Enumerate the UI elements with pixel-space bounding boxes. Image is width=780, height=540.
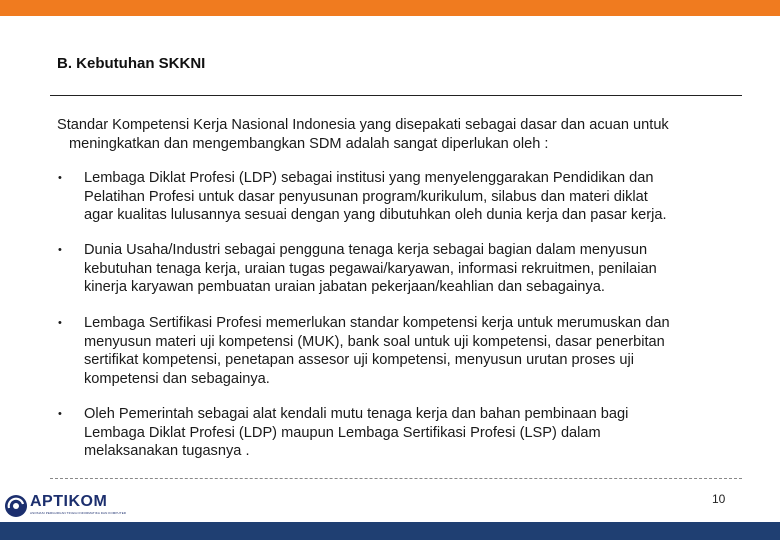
bullet-line: Oleh Pemerintah sebagai alat kendali mutu tenaga kerja dan bahan pembinaan bagi — [84, 406, 629, 422]
bullet-icon: • — [58, 172, 62, 184]
bullet-item-lsp — [57, 314, 670, 388]
bullet-line: Pelatihan Profesi untuk dasar penyusunan program/kurikulum, silabus dan materi diklat — [84, 188, 648, 205]
bullet-line: sertifikat kompetensi, penetapan assesor uji kompetensi, menyusun urutan proses uji — [84, 352, 634, 368]
page-number: 10 — [712, 492, 726, 506]
top-accent-bar — [0, 0, 780, 16]
intro-paragraph — [57, 116, 759, 153]
bullet-line: menyusun materi uji kompetensi (MUK), bank soal untuk uji kompetensi, dasar penerbitan — [84, 333, 665, 350]
title-divider — [50, 95, 742, 96]
logo-wordmark: APTIKOM — [30, 493, 108, 510]
bullet-line: Lembaga Sertifikasi Profesi memerlukan standar kompetensi kerja untuk merumuskan dan — [84, 315, 670, 331]
intro-line: Standar Kompetensi Kerja Nasional Indonesia yang disepakati sebagai dasar dan acuan untuk — [57, 117, 669, 133]
bullet-icon: • — [58, 317, 62, 329]
slide-title: B. Kebutuhan SKKNI — [57, 55, 206, 72]
aptikom-emblem-icon — [4, 494, 28, 518]
bullet-icon: • — [58, 408, 62, 420]
bullet-line: kebutuhan tenaga kerja, uraian tugas pegawai/karyawan, informasi rekruitmen, penilaian — [84, 260, 657, 277]
aptikom-logo — [4, 493, 144, 519]
bullet-line: melaksanakan tugasnya . — [84, 443, 250, 459]
bullet-line: kinerja karyawan pembuatan uraian jabatan pekerjaan/keahlian dan sebagainya. — [84, 279, 605, 295]
bullet-item-pemerintah — [57, 405, 628, 461]
bullet-icon: • — [58, 244, 62, 256]
bullet-line: kompetensi dan sebagainya. — [84, 370, 270, 387]
bullet-item-ldp — [57, 169, 667, 225]
bullet-line: Lembaga Diklat Profesi (LDP) sebagai institusi yang menyelenggarakan Pendidikan dan — [84, 170, 654, 186]
intro-line: meningkatkan dan mengembangkan SDM adalah sangat diperlukan oleh : — [69, 135, 549, 152]
bullet-line: Lembaga Diklat Profesi (LDP) maupun Lembaga Sertifikasi Profesi (LSP) dalam — [84, 424, 601, 441]
bottom-accent-bar — [0, 522, 780, 540]
logo-subtitle: ASOSIASI PERGURUAN TINGGI INFORMATIKA DAN KOMPUTER — [30, 511, 127, 515]
bullet-line: agar kualitas lulusannya sesuai dengan yang dibutuhkan oleh dunia kerja dan pasar kerja. — [84, 207, 667, 223]
footer-divider — [50, 478, 742, 479]
bullet-item-industri — [57, 241, 657, 297]
bullet-line: Dunia Usaha/Industri sebagai pengguna tenaga kerja sebagai bagian dalam menyusun — [84, 242, 648, 258]
